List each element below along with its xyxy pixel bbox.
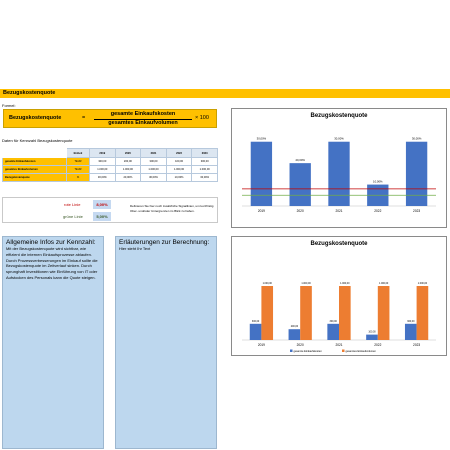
- green-line-input[interactable]: 5,00%: [93, 212, 111, 221]
- table-row: [3, 158, 218, 166]
- bar: [289, 329, 301, 340]
- column-header: 2020: [115, 149, 141, 158]
- legend-entry: gesamtes Einkaufvolumen: [345, 350, 376, 353]
- red-line-label: rote Linie: [64, 202, 81, 207]
- explanation-text: Hier steht Ihr Text: [119, 246, 151, 251]
- bar: [290, 163, 311, 206]
- data-label: 20,00%: [295, 158, 305, 163]
- column-header: 2019: [90, 149, 116, 158]
- data-caption: Daten für Kennzahl Bezugskostenquote: [2, 138, 73, 143]
- value-cell[interactable]: 30,00%: [192, 174, 218, 182]
- info-heading: Allgemeine Infos zur Kennzahl:: [6, 239, 96, 246]
- formula-multiplier: × 100: [195, 115, 209, 121]
- legend-swatch: [290, 350, 293, 353]
- data-label: 300,00: [407, 319, 415, 323]
- formula-box: [3, 109, 217, 128]
- data-label: 200,00: [290, 325, 299, 329]
- formula-equals: =: [82, 115, 86, 121]
- tick-label: 2022: [374, 209, 382, 213]
- data-label: 30,00%: [334, 136, 344, 141]
- value-cell[interactable]: 1.000,00: [115, 166, 141, 174]
- table-corner: [3, 149, 67, 158]
- tick-label: 2019: [257, 343, 265, 347]
- formula-label: Formel:: [2, 103, 16, 108]
- column-header: 2022: [166, 149, 192, 158]
- value-cell[interactable]: 300,00: [141, 158, 167, 166]
- info-box[interactable]: [2, 236, 104, 449]
- tick-label: 2023: [413, 343, 421, 347]
- tick-label: 2022: [374, 343, 382, 347]
- tick-label: 2020: [296, 343, 304, 347]
- chart-quote[interactable]: [231, 108, 447, 228]
- value-cell[interactable]: 1.000,00: [141, 166, 167, 174]
- value-cell[interactable]: 1.000,00: [192, 166, 218, 174]
- title-bar: [0, 89, 450, 98]
- value-cell[interactable]: 300,00: [192, 158, 218, 166]
- formula-numerator: gesamte Einkaufskosten: [110, 111, 176, 117]
- data-label: 1.000,00: [378, 282, 389, 285]
- data-label: 10,00%: [373, 179, 383, 184]
- chart-title: Bezugskostenquote: [310, 241, 368, 247]
- legend-entry: gesamte Einkaufskosten: [293, 350, 322, 353]
- tick-label: 2021: [335, 343, 343, 347]
- bar: [261, 286, 273, 340]
- bar: [327, 324, 339, 340]
- unit-cell[interactable]: TEUR: [66, 158, 89, 166]
- info-text: Mit der Bezugskostenquote wird sichtbar, wie effizient die internen Einkaufsprozesse ablaufen. Durch Prozessverbesserungen im Einkauf sollte die Bezugskostenquote im Zeitverlauf sinken. Durch sprunghaft Investitionen wie Einführung von IT oder Aufstocken des Personals kann die Quote steigen.: [6, 246, 98, 280]
- signal-lines-note: Definieren Sie hier noch zusätzliche Signallinien, um kurzfristig Ober- und/oder Untergrenzen im Blick zu haben.: [130, 204, 214, 213]
- row-label: gesamte Einkaufskosten: [3, 158, 67, 166]
- data-label: 1.000,00: [340, 282, 350, 285]
- bar: [300, 286, 312, 340]
- table-header-row: [3, 149, 218, 158]
- value-cell[interactable]: 30,00%: [90, 174, 116, 182]
- bar: [405, 324, 417, 340]
- value-cell[interactable]: 20,00%: [115, 174, 141, 182]
- column-header: 2021: [141, 149, 167, 158]
- value-cell[interactable]: 300,00: [90, 158, 116, 166]
- explanation-box[interactable]: [115, 236, 217, 449]
- bar: [378, 286, 390, 340]
- tick-label: 2020: [296, 209, 304, 213]
- legend-swatch: [342, 350, 345, 353]
- value-cell[interactable]: 1.000,00: [90, 166, 116, 174]
- data-label: 30,00%: [411, 136, 422, 141]
- data-label: 100,00: [368, 330, 376, 334]
- value-cell[interactable]: 100,00: [166, 158, 192, 166]
- data-label: 300,00: [251, 319, 260, 323]
- bar: [251, 142, 272, 206]
- bar: [366, 335, 378, 340]
- table-row: [3, 166, 218, 174]
- data-label: 1.000,00: [301, 282, 311, 285]
- red-line-input[interactable]: 8,00%: [93, 200, 111, 209]
- formula-denominator: gesamtes Einkaufvolumen: [108, 120, 178, 126]
- row-label: Bezugskostenquote: [3, 174, 67, 182]
- unit-cell[interactable]: %: [66, 174, 89, 182]
- value-cell[interactable]: 1.000,00: [166, 166, 192, 174]
- bar: [328, 142, 349, 206]
- signal-lines-panel: [2, 197, 218, 223]
- bar: [250, 324, 262, 340]
- page-title: Bezugskostenquote: [3, 90, 56, 96]
- table-row: [3, 174, 218, 182]
- unit-cell[interactable]: TEUR: [66, 166, 89, 174]
- column-header: 2023: [192, 149, 218, 158]
- value-cell[interactable]: 30,00%: [141, 174, 167, 182]
- bar: [339, 286, 351, 340]
- value-cell[interactable]: 10,00%: [166, 174, 192, 182]
- bar: [417, 286, 429, 340]
- data-label: 1.000,00: [262, 282, 272, 285]
- data-label: 30,00%: [256, 136, 267, 141]
- tick-label: 2023: [413, 209, 421, 213]
- green-line-label: grüne Linie: [63, 214, 83, 219]
- column-header: Einheit: [66, 149, 89, 158]
- row-label: gesamtes Einkaufvolumen: [3, 166, 67, 174]
- chart-title: Bezugskostenquote: [310, 113, 368, 119]
- chart-volumes[interactable]: [231, 236, 447, 356]
- formula-lhs: Bezugskostenquote: [9, 115, 62, 121]
- explanation-heading: Erläuterungen zur Berechnung:: [119, 239, 210, 246]
- bar: [406, 142, 427, 206]
- chart-volumes-plot: [232, 237, 446, 355]
- data-label: 1.000,00: [417, 282, 428, 285]
- data-table: [2, 148, 218, 182]
- tick-label: 2021: [335, 209, 343, 213]
- value-cell[interactable]: 200,00: [115, 158, 141, 166]
- tick-label: 2019: [257, 209, 265, 213]
- chart-quote-plot: [232, 109, 446, 227]
- data-label: 300,00: [329, 319, 337, 323]
